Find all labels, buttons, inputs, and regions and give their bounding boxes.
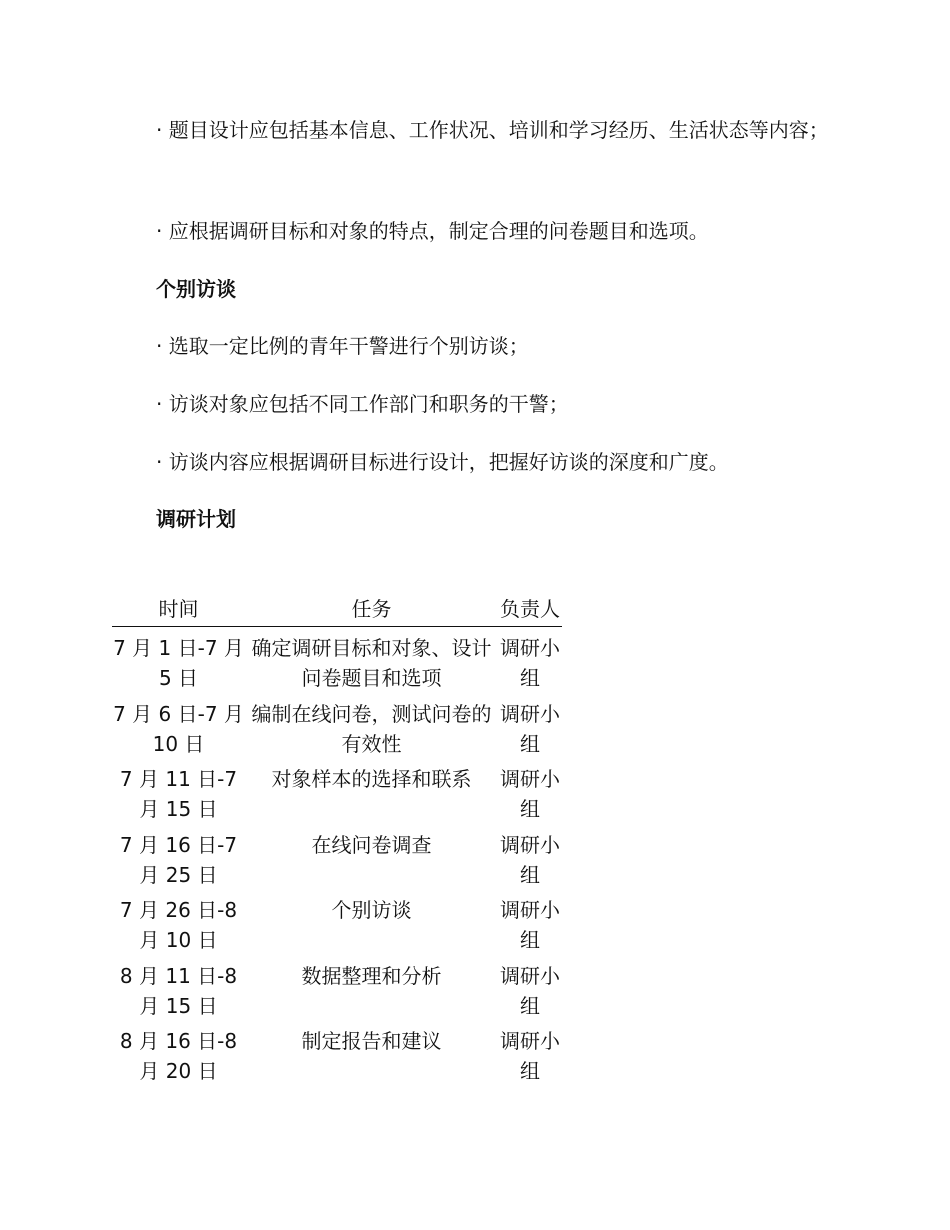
table-row (112, 699, 562, 765)
cell-owner: 调研小组 (500, 832, 560, 887)
table-row (112, 633, 562, 699)
cell-owner: 调研小组 (500, 898, 560, 952)
section-heading-plan: 调研计划 (156, 507, 236, 531)
cell-time: 7 月 1 日-7 月 5 日 (113, 636, 244, 690)
cell-time: 7 月 11 日-7 月 15 日 (119, 767, 238, 821)
cell-owner: 调研小组 (500, 701, 560, 756)
table-header-row (112, 562, 562, 627)
cell-task: 数据整理和分析 (301, 963, 442, 988)
cell-owner: 调研小组 (500, 963, 560, 1018)
cell-owner: 调研小组 (500, 636, 560, 690)
cell-task: 个别访谈 (331, 898, 412, 922)
cell-task: 对象样本的选择和联系 (271, 767, 472, 791)
cell-task: 确定调研目标和对象、设计问卷题目和选项 (251, 636, 492, 690)
interview-selection-paragraph: · 选取一定比例的青年干警进行个别访谈； (156, 334, 529, 358)
section-heading-interview: 个别访谈 (156, 277, 236, 301)
cell-time: 8 月 11 日-8 月 15 日 (119, 963, 238, 1018)
research-plan-table (112, 562, 562, 1092)
cell-time: 7 月 6 日-7 月 10 日 (113, 701, 244, 756)
cell-task: 制定报告和建议 (301, 1029, 442, 1053)
questionnaire-content-paragraph: · 题目设计应包括基本信息、工作状况、培训和学习经历、生活状态等内容； (156, 118, 829, 142)
table-row (112, 961, 562, 1027)
interview-subjects-paragraph: · 访谈对象应包括不同工作部门和职务的干警； (156, 392, 569, 416)
cell-task: 编制在线问卷，测试问卷的有效性 (251, 701, 492, 756)
table-body (112, 627, 562, 1092)
header-owner: 负责人 (500, 597, 560, 621)
header-task: 任务 (351, 597, 392, 621)
cell-task: 在线问卷调查 (311, 832, 432, 857)
table-row (112, 895, 562, 961)
cell-owner: 调研小组 (500, 767, 560, 821)
table-row (112, 830, 562, 896)
questionnaire-options-paragraph: · 应根据调研目标和对象的特点，制定合理的问卷题目和选项。 (156, 219, 709, 243)
cell-time: 7 月 26 日-8 月 10 日 (119, 898, 238, 952)
header-time: 时间 (158, 597, 199, 621)
cell-time: 7 月 16 日-7 月 25 日 (119, 832, 238, 887)
table-row (112, 1026, 562, 1092)
interview-content-paragraph: · 访谈内容应根据调研目标进行设计，把握好访谈的深度和广度。 (156, 450, 729, 474)
cell-owner: 调研小组 (500, 1029, 560, 1083)
cell-time: 8 月 16 日-8 月 20 日 (119, 1029, 238, 1083)
table-row (112, 764, 562, 830)
